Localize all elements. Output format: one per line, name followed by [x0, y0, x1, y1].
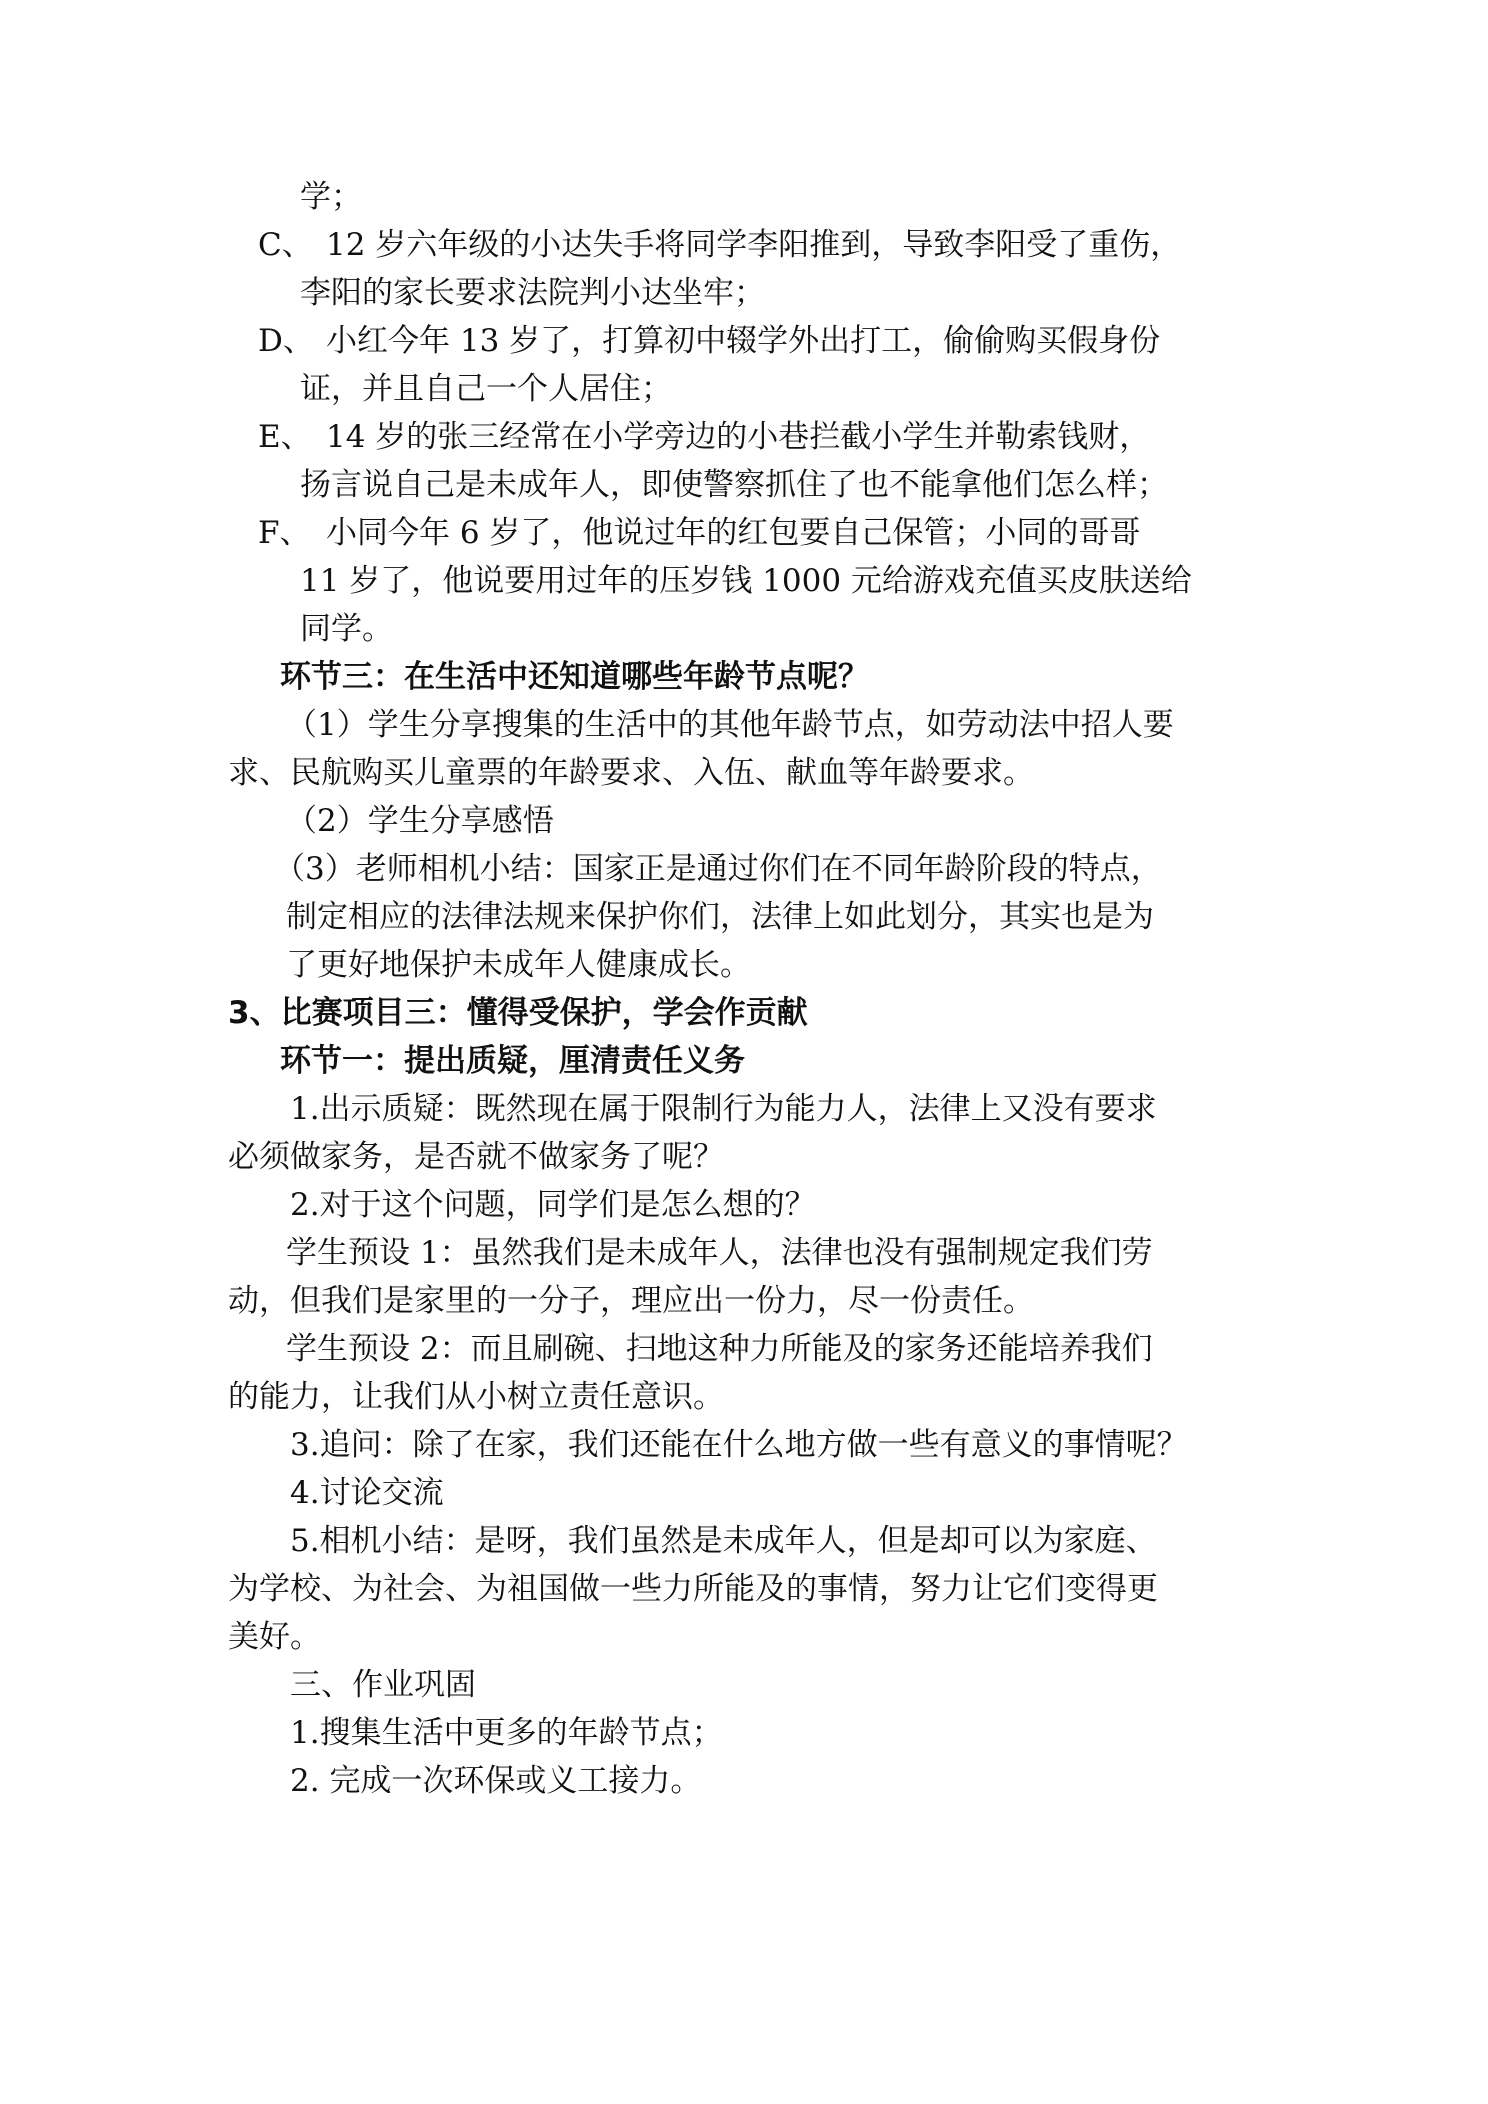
section3-p1-line1: （1）学生分享搜集的生活中的其他年龄节点，如劳动法中招人要	[286, 707, 1174, 743]
homework-item-1: 1.搜集生活中更多的年龄节点；	[290, 1715, 723, 1751]
option-d-line2: 证，并且自己一个人居住；	[300, 371, 672, 407]
option-b-tail: 学；	[300, 179, 362, 215]
section3-p3-line2: 制定相应的法律法规来保护你们，法律上如此划分，其实也是为	[286, 899, 1154, 935]
option-c-line2: 李阳的家长要求法院判小达坐牢；	[300, 275, 765, 311]
option-e-line2: 扬言说自己是未成年人，即使警察抓住了也不能拿他们怎么样；	[300, 467, 1168, 503]
option-f-label: F、	[258, 515, 311, 551]
homework-item-2: 2. 完成一次环保或义工接力。	[290, 1763, 702, 1799]
option-e-line1: 14 岁的张三经常在小学旁边的小巷拦截小学生并勒索钱财，	[326, 419, 1151, 455]
question-5-line3: 美好。	[228, 1619, 321, 1655]
question-4: 4.讨论交流	[290, 1475, 444, 1511]
section3-p2: （2）学生分享感悟	[286, 803, 554, 839]
option-f-line1: 小同今年 6 岁了，他说过年的红包要自己保管；小同的哥哥	[326, 515, 1141, 551]
option-f-line2: 11 岁了，他说要用过年的压岁钱 1000 元给游戏充值买皮肤送给	[300, 563, 1192, 599]
question-1-line1: 1.出示质疑：既然现在属于限制行为能力人，法律上又没有要求	[290, 1091, 1157, 1127]
homework-heading: 三、作业巩固	[290, 1667, 476, 1703]
section3-p1-line2: 求、民航购买儿童票的年龄要求、入伍、献血等年龄要求。	[228, 755, 1034, 791]
question-5-line2: 为学校、为社会、为祖国做一些力所能及的事情，努力让它们变得更	[228, 1571, 1158, 1607]
question-2: 2.对于这个问题，同学们是怎么想的？	[290, 1187, 816, 1223]
section3-heading: 环节三：在生活中还知道哪些年龄节点呢？	[280, 659, 869, 695]
section3-p3-line1: （3）老师相机小结：国家正是通过你们在不同年龄阶段的特点，	[274, 851, 1162, 887]
option-c-label: C、	[258, 227, 313, 263]
option-f-line3: 同学。	[300, 611, 393, 647]
student-preset-1-line1: 学生预设 1：虽然我们是未成年人，法律也没有强制规定我们劳	[286, 1235, 1153, 1271]
option-e-label: E、	[258, 419, 312, 455]
option-d-line1: 小红今年 13 岁了，打算初中辍学外出打工，偷偷购买假身份	[326, 323, 1161, 359]
question-3: 3.追问：除了在家，我们还能在什么地方做一些有意义的事情呢？	[290, 1427, 1188, 1463]
option-d-label: D、	[258, 323, 314, 359]
section3-p3-line3: 了更好地保护未成年人健康成长。	[286, 947, 751, 983]
competition3-heading: 3、比赛项目三：懂得受保护，学会作贡献	[228, 995, 808, 1031]
student-preset-1-line2: 动，但我们是家里的一分子，理应出一份力，尽一份责任。	[228, 1283, 1034, 1319]
student-preset-2-line2: 的能力，让我们从小树立责任意识。	[228, 1379, 724, 1415]
question-1-line2: 必须做家务，是否就不做家务了呢？	[228, 1139, 724, 1175]
student-preset-2-line1: 学生预设 2：而且刷碗、扫地这种力所能及的家务还能培养我们	[286, 1331, 1153, 1367]
question-5-line1: 5.相机小结：是呀，我们虽然是未成年人，但是却可以为家庭、	[290, 1523, 1157, 1559]
competition3-subheading: 环节一：提出质疑，厘清责任义务	[280, 1043, 745, 1079]
option-c-line1: 12 岁六年级的小达失手将同学李阳推到，导致李阳受了重伤，	[326, 227, 1182, 263]
